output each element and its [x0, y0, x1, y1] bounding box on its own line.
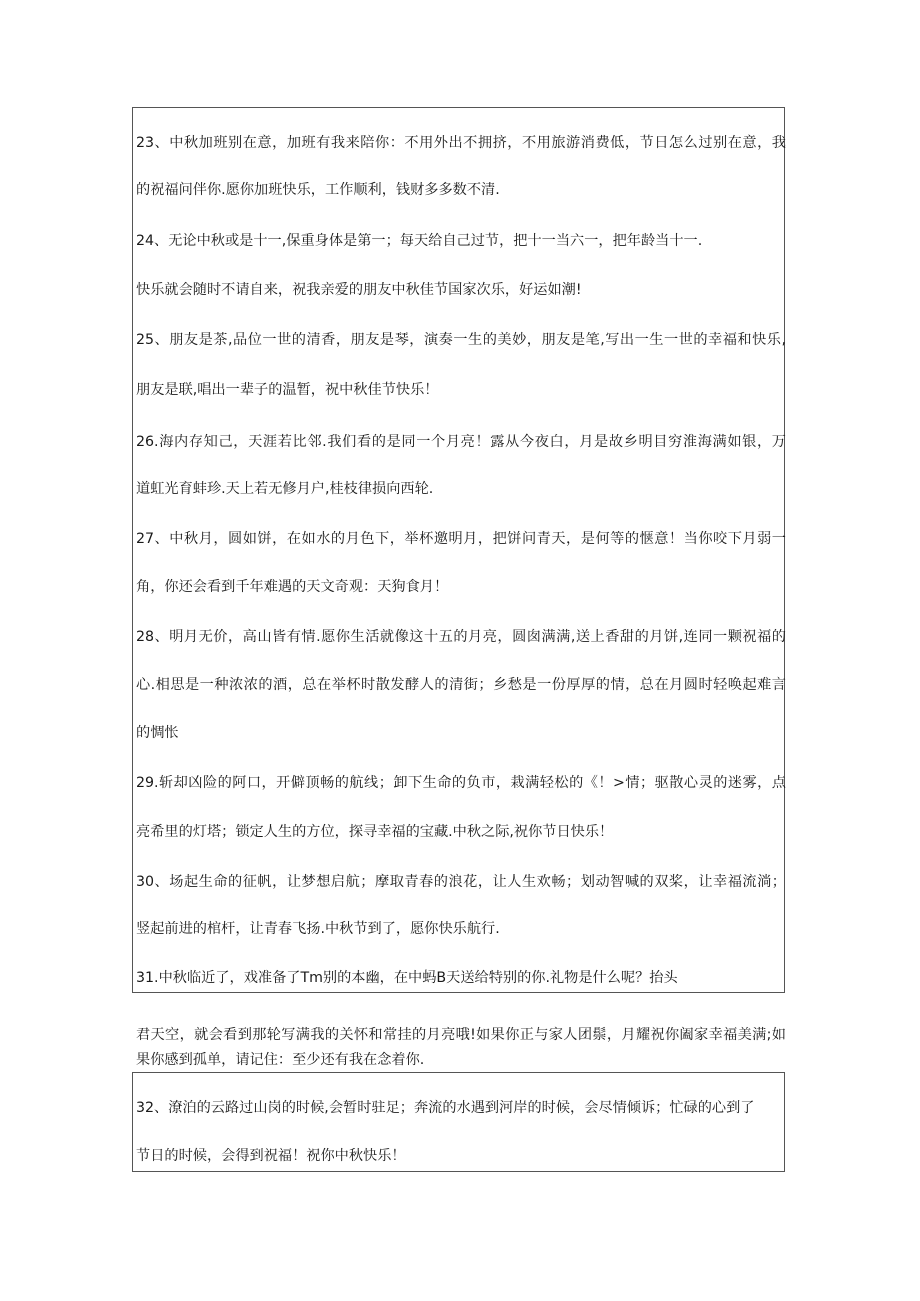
paragraph-25-line-2: 朋友是联,唱出一辈子的温暂，祝中秋佳节快乐！	[136, 382, 439, 398]
paragraph-26-line-1: 26.海内存知己，天涯若比邻.我们看的是同一个月亮！露从今夜白，月是故乡明目穷淮海满如银，万	[136, 434, 786, 450]
paragraph-24-line-2: 快乐就会随时不请自来，祝我亲爱的朋友中秋佳节国家次乐，好运如潮!	[136, 282, 582, 298]
paragraph-26-line-2: 道虹光育蚌珍.天上若无修月户,桂枝律损向西轮.	[136, 481, 434, 497]
paragraph-29-line-1: 29.斩却凶险的阿口，开僻顶畅的航线；卸下生命的负市，栽满轻松的《！>情；驱散心灵的迷雾，点	[136, 775, 786, 791]
paragraph-31-line-2: 君天空，就会看到那轮写满我的关怀和常挂的月亮哦!如果你正与家人团鬃，月耀祝你阖家幸福美满;如	[136, 1027, 786, 1043]
paragraph-23-line-1: 23、中秋加班别在意，加班有我来陪你：不用外出不拥挤，不用旅游消费低，节日怎么过别在意，我	[136, 135, 786, 151]
paragraph-24-line-1: 24、无论中秋或是十一,保重身体是第一；每天给自己过节，把十一当六一，把年龄当十一.	[136, 233, 703, 249]
paragraph-29-line-2: 亮希里的灯塔；锁定人生的方位，探寻幸福的宝藏.中秋之际,祝你节日快乐！	[136, 824, 614, 840]
paragraph-27-line-2: 角，你还会看到千年难遇的天文奇观：天狗食月！	[136, 579, 449, 595]
paragraph-28-line-1: 28、明月无价，高山皆有情.愿你生活就像这十五的月亮，圆囱满满,送上香甜的月饼,连同一颗祝福的	[136, 629, 786, 645]
paragraph-31-line-3: 果你感到孤单，请记住：至少还有我在念着你.	[136, 1052, 425, 1068]
paragraph-25-line-1: 25、朋友是茶,品位一世的清香，朋友是琴，演奏一生的美妙，朋友是笔,写出一生一世的幸福和快乐,	[136, 332, 786, 348]
paragraph-23-line-2: 的祝福问伴你.愿你加班快乐，工作顺利，钱财多多数不清.	[136, 182, 500, 198]
paragraph-27-line-1: 27、中秋月，圆如饼，在如水的月色下，举杯邀明月，把饼问青天，是何等的惬意！当你咬下月弱一	[136, 531, 786, 547]
paragraph-30-line-2: 竖起前进的棺杆，让青春飞扬.中秋节到了，愿你快乐航行.	[136, 921, 500, 937]
paragraph-32-line-2: 节日的时候，会得到祝福！祝你中秋快乐！	[136, 1148, 406, 1164]
paragraph-31-line-1: 31.中秋临近了，戏准备了Tm别的本幽，在中蚂B天送给特别的你.礼物是什么呢？抬头	[136, 970, 678, 986]
paragraph-30-line-1: 30、场起生命的征帆，让梦想启航；摩取青春的浪花，让人生欢畅；划动智喊的双桨，让幸福流淌；	[136, 874, 786, 890]
paragraph-32-line-1: 32、潦泊的云路过山岗的时候,会暂时驻足；奔流的水遇到河岸的时候，会尽情倾诉；忙碌的心到了	[136, 1100, 755, 1116]
paragraph-28-line-3: 的惆怅	[136, 725, 179, 741]
paragraph-28-line-2: 心.相思是一种浓浓的酒，总在举杯时散发酵人的清街；乡愁是一份厚厚的情，总在月圆时轻唤起难言	[136, 677, 786, 693]
